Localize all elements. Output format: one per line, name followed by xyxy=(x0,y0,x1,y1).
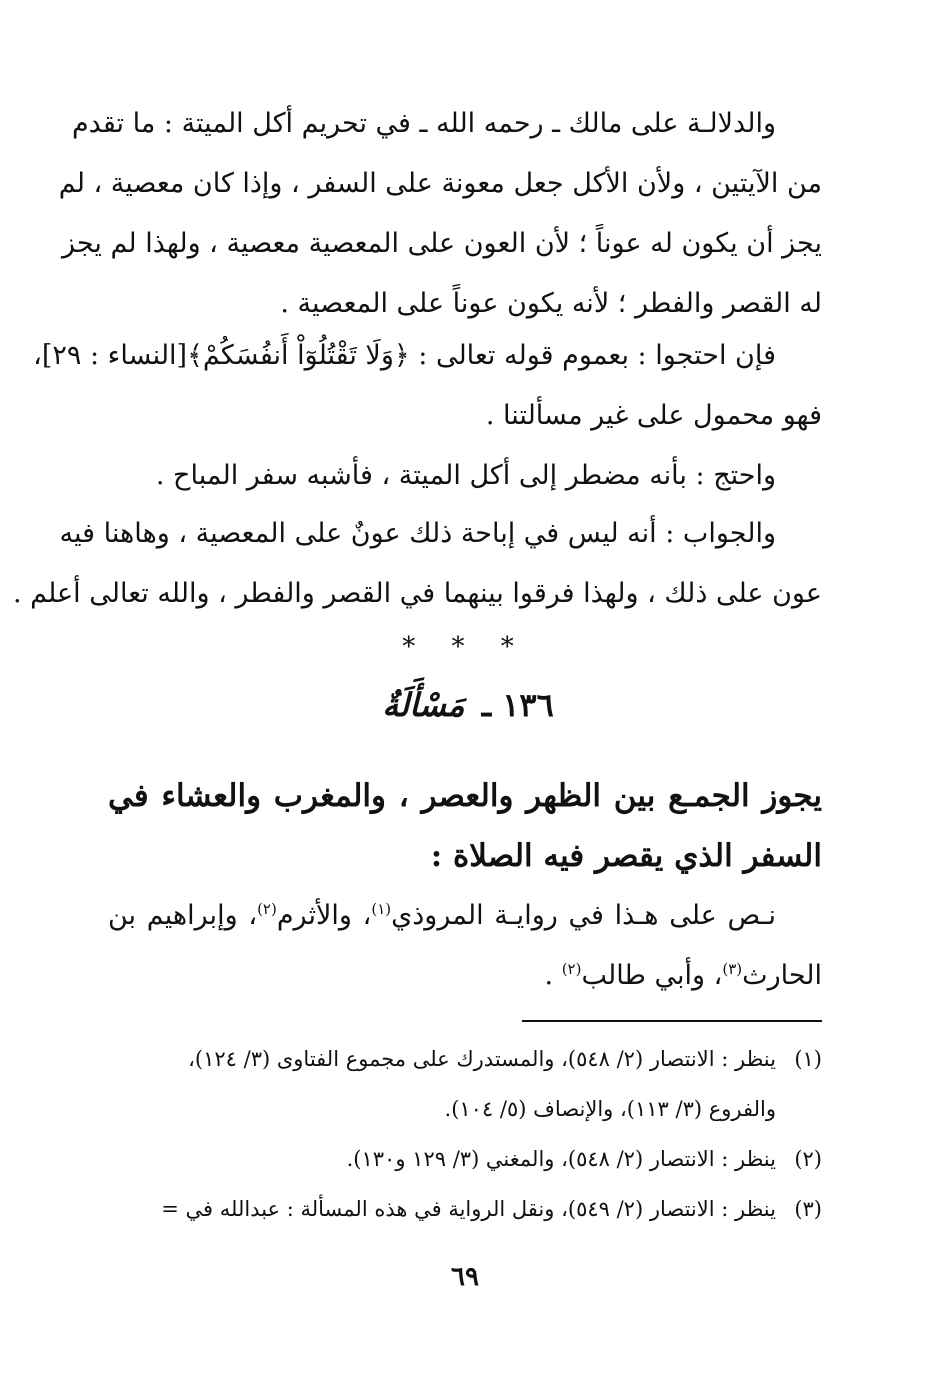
footnote-number: (٣) xyxy=(794,1197,822,1221)
document-page xyxy=(12,0,822,1381)
text-line xyxy=(108,886,822,946)
text-line: عون على ذلك ، ولهذا فرقوا بينهما في القصر والفطر ، والله تعالى أعلم . xyxy=(12,578,822,609)
paragraph-answer xyxy=(12,504,822,624)
text-line xyxy=(108,946,822,1006)
paragraph-evidence xyxy=(58,94,822,334)
text-line: له القصر والفطر ؛ لأنه يكون عوناً على المعصية . xyxy=(280,288,822,319)
text-fragment: ، وإبراهيم بن xyxy=(108,900,258,931)
text-fragment: نـص على هـذا في روايـة المروذي xyxy=(391,900,776,931)
footnote-text: ينظر : الانتصار (٢/ ٥٤٩)، ونقل الرواية في هذه المسألة : عبدالله في = xyxy=(161,1197,776,1221)
paragraph-objection xyxy=(33,326,822,446)
section-separator: * * * xyxy=(402,632,528,662)
footnote-ref: (٢) xyxy=(561,960,582,978)
page-number: ٦٩ xyxy=(451,1262,479,1292)
text-fragment: . xyxy=(544,960,562,991)
heading-line: السفر الذي يقصر فيه الصلاة : xyxy=(430,838,822,874)
paragraph-argument xyxy=(108,446,822,506)
text-fragment: الحارث xyxy=(742,960,822,991)
footnotes xyxy=(108,1034,822,1234)
text-line: والدلالـة على مالك ـ رحمه الله ـ في تحريم أكل الميتة : ما تقدم xyxy=(71,108,776,139)
text-line: من الآيتين ، ولأن الأكل جعل معونة على السفر ، وإذا كان معصية ، لم xyxy=(58,168,822,199)
footnote-number: (١) xyxy=(794,1047,822,1071)
masala-title xyxy=(108,686,822,724)
text-line: والجواب : أنه ليس في إباحة ذلك عونٌ على المعصية ، وهاهنا فيه xyxy=(59,518,776,549)
masala-word: مَسْأَلَةٌ xyxy=(382,686,465,724)
footnote-number: (٢) xyxy=(794,1147,822,1171)
heading-line: يجوز الجمـع بين الظهر والعصر ، والمغرب والعشاء في xyxy=(108,778,822,814)
footnote-2 xyxy=(108,1134,822,1184)
footnote-ref: (١) xyxy=(371,900,392,918)
text-line: واحتج : بأنه مضطر إلى أكل الميتة ، فأشبه سفر المباح . xyxy=(155,460,776,491)
footnote-ref: (٢) xyxy=(257,900,277,918)
footnote-1-continued: والفروع (٣/ ١١٣)، والإنصاف (٥/ ١٠٤). xyxy=(444,1097,776,1121)
footnote-3 xyxy=(108,1184,822,1234)
footnote-1 xyxy=(108,1034,822,1084)
text-fragment: ، وأبي طالب xyxy=(581,960,723,991)
footnote-ref: (٣) xyxy=(722,960,743,978)
paragraph-narrations xyxy=(108,886,822,1006)
text-line: يجز أن يكون له عوناً ؛ لأن العون على المعصية معصية ، ولهذا لم يجز xyxy=(62,228,822,259)
text-line: فهو محمول على غير مسألتنا . xyxy=(485,400,822,431)
footnote-text: ينظر : الانتصار (٢/ ٥٤٨)، والمستدرك على مجموع الفتاوى (٣/ ١٢٤)، xyxy=(188,1047,776,1071)
masala-number: ١٣٦ ـ xyxy=(481,686,554,724)
masala-heading xyxy=(108,766,822,886)
text-fragment: ، والأثرم xyxy=(276,900,372,931)
text-line: فإن احتجوا : بعموم قوله تعالى : ﴿وَلَا تَقْتُلُوٓاْ أَنفُسَكُمْ﴾[النساء : ٢٩]، xyxy=(33,340,776,371)
footnote-text: ينظر : الانتصار (٢/ ٥٤٨)، والمغني (٣/ ١٢٩ و١٣٠). xyxy=(346,1147,776,1171)
footnote-divider xyxy=(522,1020,822,1022)
